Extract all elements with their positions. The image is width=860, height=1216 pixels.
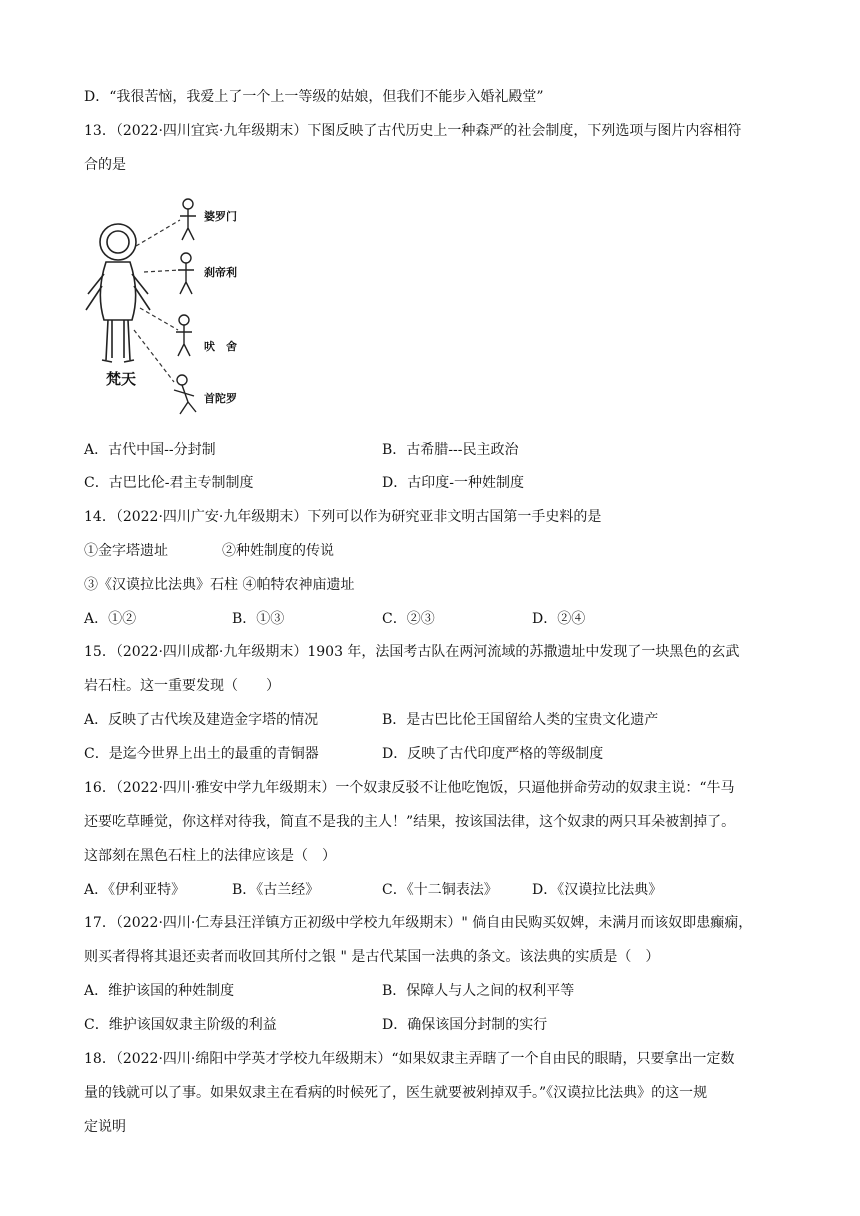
- q13-option-c: C．古巴比伦-君主专制制度: [84, 475, 254, 491]
- q16-option-b: B．《古兰经》: [232, 882, 320, 898]
- q13-stem: 13．（2022·四川宜宾·九年级期末）下图反映了古代历史上一种森严的社会制度，下列选项与图片内容相符: [84, 123, 742, 139]
- q15-option-c: C．是迄今世界上出土的最重的青铜器: [84, 746, 319, 762]
- q15-stem: 15．（2022·四川成都·九年级期末）1903 年，法国考古队在两河流域的苏撒遗址中发现了一块黑色的玄武: [84, 644, 740, 660]
- q17-option-c: C．维护该国奴隶主阶级的利益: [84, 1017, 277, 1033]
- q12-option-d: D．“我很苦恼，我爱上了一个上一等级的姑娘，但我们不能步入婚礼殿堂”: [84, 89, 544, 105]
- q16-option-c: C．《十二铜表法》: [382, 882, 498, 898]
- q13-option-a: A．古代中国--分封制: [84, 442, 216, 458]
- q14-option-b: B．①③: [232, 611, 285, 627]
- q18-stem-end: 定说明: [84, 1119, 126, 1135]
- caste-label-kshatriya: 刹帝利: [204, 266, 237, 279]
- q16-stem: 16．（2022·四川·雅安中学九年级期末）一个奴隶反驳不让他吃饱饭，只逼他拼命劳动的奴隶主说：“牛马: [84, 780, 735, 796]
- q14-item-2: ②种姓制度的传说: [222, 543, 334, 559]
- caste-figures: [174, 199, 196, 414]
- q14-item-1: ①金字塔遗址: [84, 543, 168, 559]
- q14-option-d: D．②④: [532, 611, 586, 627]
- q17-option-a: A．维护该国的种姓制度: [84, 983, 235, 999]
- q14-stem: 14．（2022·四川广安·九年级期末）下列可以作为研究亚非文明古国第一手史料的是: [84, 509, 602, 525]
- caste-label-brahmin: 婆罗门: [204, 210, 237, 223]
- q16-option-d: D．《汉谟拉比法典》: [532, 882, 663, 898]
- q17-option-d: D．确保该国分封制的实行: [382, 1017, 548, 1033]
- q14-option-a: A．①②: [84, 611, 137, 627]
- q17-option-b: B．保障人与人之间的权利平等: [382, 983, 575, 999]
- q17-stem-cont: 则买者得将其退还卖者而收回其所付之银 " 是古代某国一法典的条文。该法典的实质是（ ）: [84, 949, 660, 965]
- q17-stem: 17．（2022·四川·仁寿县汪洋镇方正初级中学校九年级期末）" 倘自由民购买奴婢，未满月而该奴即患癫痫，: [84, 915, 753, 931]
- q16-option-a: A．《伊利亚特》: [84, 882, 186, 898]
- q13-stem-cont: 合的是: [84, 157, 126, 173]
- q15-option-d: D．反映了古代印度严格的等级制度: [382, 746, 604, 762]
- caste-figure: [78, 190, 258, 420]
- brahma-figure: [86, 224, 150, 362]
- q13-option-b: B．古希腊---民主政治: [382, 442, 519, 458]
- q15-option-b: B．是古巴比伦王国留给人类的宝贵文化遗产: [382, 712, 659, 728]
- caste-label-vaishya: 吠 舍: [204, 340, 237, 353]
- brahma-label: 梵天: [106, 370, 137, 388]
- q13-option-d: D．古印度-一种姓制度: [382, 475, 524, 491]
- q16-stem-cont: 还要吃草睡觉，你这样对待我，简直不是我的主人！”结果，按该国法律，这个奴隶的两只耳朵被割掉了。: [84, 814, 736, 830]
- q16-stem-end: 这部刻在黑色石柱上的法律应该是（ ）: [84, 848, 336, 864]
- q15-stem-cont: 岩石柱。这一重要发现（ ）: [84, 678, 280, 694]
- caste-label-shudra: 首陀罗: [204, 392, 237, 405]
- q15-option-a: A．反映了古代埃及建造金字塔的情况: [84, 712, 319, 728]
- q18-stem-cont: 量的钱就可以了事。如果奴隶主在看病的时候死了，医生就要被剁掉双手。”《汉谟拉比法典》的这一规: [84, 1085, 708, 1101]
- q14-items-3-4: ③《汉谟拉比法典》石柱 ④帕特农神庙遗址: [84, 577, 355, 593]
- connector-lines: [134, 220, 180, 382]
- q14-option-c: C．②③: [382, 611, 435, 627]
- q18-stem: 18．（2022·四川·绵阳中学英才学校九年级期末）“如果奴隶主弄瞎了一个自由民的眼睛，只要拿出一定数: [84, 1051, 735, 1067]
